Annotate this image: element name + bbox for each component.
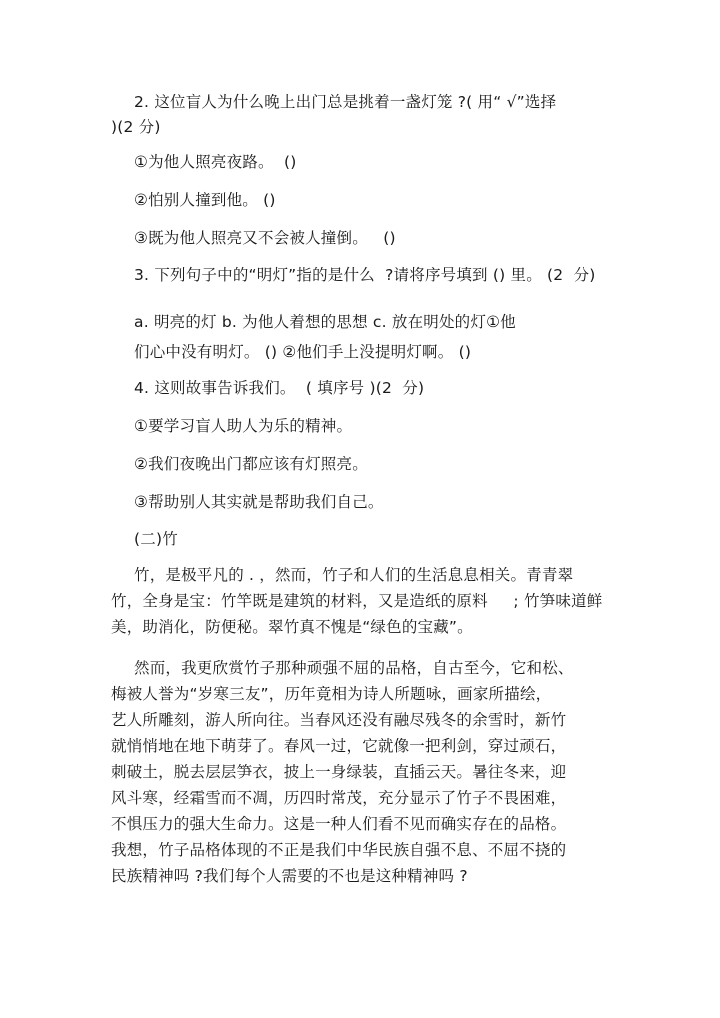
q4-option-1: ①要学习盲人助人为乐的精神。 xyxy=(134,417,353,435)
paragraph2-line: 刺破土，脱去层层笋衣，披上一身绿装，直插云天。暑往冬来，迎 xyxy=(111,763,567,781)
q4-option-2: ②我们夜晚出门都应该有灯照亮。 xyxy=(134,455,368,473)
q2-stem-line1: 2. 这位盲人为什么晚上出门总是挑着一盏灯笼 ?( 用“ √”选择 xyxy=(134,93,557,111)
paragraph1-line: 竹，全身是宝：竹竿既是建筑的材料，又是造纸的原料 ; 竹笋味道鲜 xyxy=(111,592,603,610)
q3-choices-line1: a. 明亮的灯 b. 为他人着想的思想 c. 放在明处的灯①他 xyxy=(134,313,516,331)
paragraph1-line: 美，助消化，防便秘。翠竹真不愧是“绿色的宝藏”。 xyxy=(111,618,473,636)
q4-stem: 4. 这则故事告诉我们。 ( 填序号 )(2 分) xyxy=(134,379,425,397)
paragraph2-line: 不惧压力的强大生命力。这是一种人们看不见而确实存在的品格。 xyxy=(111,815,567,833)
q2-option-2: ②怕别人撞到他。 () xyxy=(134,191,276,209)
q2-option-3: ③既为他人照亮又不会被人撞倒。 () xyxy=(134,229,396,247)
paragraph2-line: 就悄悄地在地下萌芽了。春风一过，它就像一把利剑，穿过顽石， xyxy=(111,737,567,755)
q2-option-1: ①为他人照亮夜路。 () xyxy=(134,153,297,171)
q2-stem-line2: )(2 分) xyxy=(111,118,161,136)
paragraph1-line: 竹，是极平凡的 . ，然而，竹子和人们的生活息息相关。青青翠 xyxy=(134,566,574,584)
q3-choices-line2: 们心中没有明灯。 () ②他们手上没提明灯啊。 () xyxy=(134,343,472,361)
paragraph2-line: 梅被人誉为“岁寒三友”，历年竟相为诗人所题咏，画家所描绘， xyxy=(111,685,552,703)
q3-stem: 3. 下列句子中的“明灯”指的是什么 ?请将序号填到 () 里。 (2 分) xyxy=(134,266,596,284)
paragraph2-line: 艺人所雕刻，游人所向往。当春风还没有融尽残冬的余雪时，新竹 xyxy=(111,711,567,729)
paragraph2-line: 民族精神吗 ?我们每个人需要的不也是这种精神吗 ? xyxy=(111,867,468,885)
paragraph2-line: 风斗寒，经霜雪而不凋，历四时常茂，充分显示了竹子不畏困难， xyxy=(111,789,567,807)
paragraph2-line: 我想，竹子品格体现的不正是我们中华民族自强不息、不屈不挠的 xyxy=(111,841,567,859)
q4-option-3: ③帮助别人其实就是帮助我们自己。 xyxy=(134,493,384,511)
paragraph2-line: 然而，我更欣赏竹子那种顽强不屈的品格，自古至今，它和松、 xyxy=(134,659,574,677)
section2-heading: (二)竹 xyxy=(134,530,178,548)
